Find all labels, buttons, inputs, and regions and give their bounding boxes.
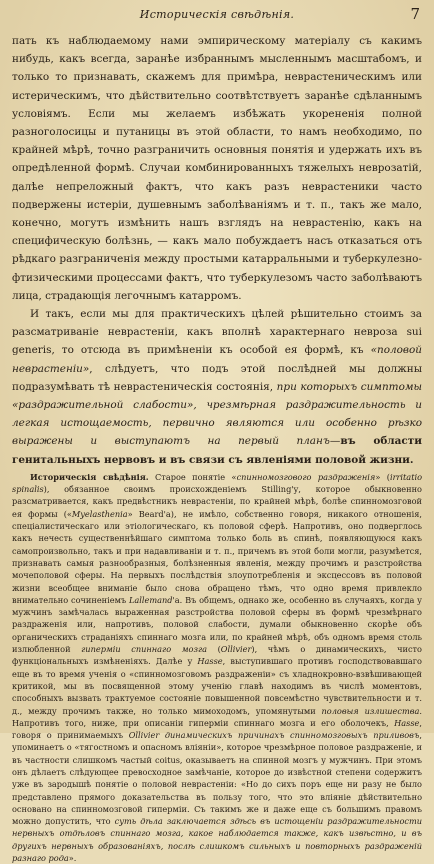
note-text-12: ». <box>68 853 77 864</box>
note-text-4: » Beard'a), не имѣло, собственно говоря, никакого отношенія, спеціалистическаго или этіологическаго, къ половой сферѣ. Напротивъ, оно подверглось какъ нечесть существеннѣйшаго симптома только боль въ спинѣ, появляющуюся какъ самопроизвольно, такъ и при надавливаніи и т. п., причемъ въ этой боли могли, разумѣется, признавать самыя разнообразныя, болѣзненныя явленія, между прочимъ и разстройства мочеполовой сферы. На первыхъ послѣдствія злоупотребленія и эксцессовъ въ половой жизни всеобщее вниманіе было снова обращено тѣмъ, что одно время привлекло внимательно сочиненіемъ <box>12 508 422 605</box>
note-emph-5: гиперміи спиннаго мозга <box>81 644 207 655</box>
p2-text-2: , слѣдуетъ, что подъ этой послѣдней мы должны подразумѣвать тѣ неврастеническія состоянія, <box>12 362 422 393</box>
p2-text-3: — <box>329 435 341 448</box>
note-text-11: , упоминаетъ о «тягостномъ и опасномъ вліяніи», которое чрезмѣрное половое раздраженіе, и въ частности слишкомъ частый coitus, оказываетъ на спинной мозгъ у мужчинъ. При этомъ онъ дѣлаетъ слѣдующее превосходное замѣчаніе, которое до извѣстной степени содержитъ уже въ зародышѣ понятіе о половой неврастеніи: «Но до сихъ поръ еще ни разу не было представлено прямого доказательства въ пользу того, что это вліяніе дѣйствительно основано на спинномозговой гиперміи. Съ такимъ же и даже еще съ большимъ правомъ можно допустить, что <box>12 730 423 827</box>
p2-emphasis-2: при которыхъ симптомы «раздражительной слабости», чрезмѣрная раздражительность и легкая истощаемость, первично являются или особенно рѣзко выражены и выступаютъ на первый планъ <box>12 380 423 448</box>
note-emph-9: Hasse <box>394 717 420 728</box>
note-text-10: , говоря о принимаемыхъ <box>12 717 422 741</box>
note-text-2: » ( <box>375 471 390 482</box>
note-emph-7: Hasse <box>197 656 223 667</box>
note-text-7: ), чѣмъ о динамическихъ, чисто функціональныхъ измѣненіяхъ. Далѣе у <box>12 644 422 667</box>
note-text-5: 'a. Въ общемъ, однако же, особенно въ случаяхъ, когда у мужчинъ замѣчалась выраженная разстройства половой сферы въ формѣ чрезмѣрнаго раздраженія или, напротивъ, половой слабости, думали обыкновенно скорѣе объ органическихъ страданіяхъ спиннаго мозга или, по крайней мѣрѣ, объ одномъ время столь излюбленной <box>12 594 422 655</box>
paragraph-2 <box>12 305 422 469</box>
note-text-8: , выступившаго противъ господствовавшаго еще въ то время ученія о «спинномозговомъ раздраженіи» съ хладнокровно-взвѣшивающей критикой, мы въ посвященной этому ученію главѣ находимъ въ числѣ моментовъ, способныхъ вызвать трактуемое состояніе повышенной повсемѣстно чувствительности и т. д., между прочимъ также, но только мимоходомъ, упомянутыми <box>12 656 422 716</box>
note-text-9: . Напротивъ того, ниже, при описаніи гиперміи спиннаго мозга и его оболочекъ, <box>12 705 422 728</box>
note-emph-8: половыя излишества <box>321 705 420 716</box>
historical-note <box>12 471 422 864</box>
p2-text-1: И такъ, если мы для практическихъ цѣлей рѣшительно стоимъ за разсматриваніе неврастеніи, какъ вполнѣ характернаго невроза sui generis, то отсюда въ примѣненіи къ особой ея формѣ, къ <box>12 308 422 357</box>
paragraph-1-text: пать къ наблюдаемому нами эмпирическому матеріалу съ какимъ нибудь, какъ всегда, заранѣе избраннымъ мысленнымъ масштабомъ, и только то признавать, скажемъ для примѣра, неврастеническимъ или истерическимъ, что дѣйствительно соотвѣтствуетъ заранѣе сдѣланнымъ условіямъ. Если мы желаемъ избѣжать укорененія полной разноголосицы и путаницы въ этой области, то намъ необходимо, по крайней мѣрѣ, точно разграничить основныя понятія и удержать ихъ въ опредѣленной формѣ. Случаи комбинированныхъ тяжелыхъ неврозатій, далѣе непреложный фактъ, что какъ разъ неврастеники часто подвержены истеріи, душевнымъ заболѣваніямъ и т. п., такъ же мало, конечно, могутъ измѣнить нашъ взглядъ на неврастенію, какъ на специфическую болѣзнь, — какъ мало побуждаетъ насъ отказаться отъ рѣдкаго разграниченія между простыми катарральными и туберкулезно-фтизическими процессами фактъ, что туберкулезомъ часто заболѣваютъ лица, страдающія легочнымъ катарромъ. <box>12 35 422 302</box>
p2-bold-1: въ области генитальныхъ нервовъ и въ связи съ явленіями половой жизни. <box>12 435 422 466</box>
note-emph-11: суть дѣла заключается здѣсь въ истощеніи раздражительности нервныхъ отдѣловъ спиннаго мозга, какое наблюдается также, какъ извѣстно, и въ другихъ нервныхъ образованіяхъ, послѣ слишкомъ сильныхъ и повторныхъ раздраженій разнаго рода <box>12 816 422 864</box>
note-lead: Историческія свѣдѣнія. <box>30 471 149 482</box>
paragraph-1 <box>12 32 422 305</box>
note-emph-6: Ollivier <box>220 644 252 655</box>
note-emph-10: Ollivier динамическихъ причинахъ спинномозговыхъ приливовъ <box>128 730 420 741</box>
note-emph-3: Myelasthenia <box>71 508 128 519</box>
note-text-1: Старое понятіе « <box>148 471 237 482</box>
page-header <box>12 5 422 26</box>
note-text-6: ( <box>206 644 221 655</box>
p2-emphasis-1: «половой неврастеніи» <box>12 344 422 375</box>
running-head: Историческія свѣдѣнія. <box>139 8 295 21</box>
note-text-3: ), обязанное своимъ происхожденіемъ Stilling'у, которое обыкновенно разсматривается, какъ предвѣстникъ неврастеніи, по крайней мѣрѣ, болѣе спинномозговой ея формы (« <box>12 484 422 519</box>
note-emph-4: Lallemand <box>128 594 173 605</box>
page-number: 7 <box>410 5 420 23</box>
note-emph-2: irritatio spinalis <box>12 471 423 495</box>
note-emph-1: спинномозгового раздраженія <box>236 471 376 482</box>
main-text <box>12 32 422 469</box>
